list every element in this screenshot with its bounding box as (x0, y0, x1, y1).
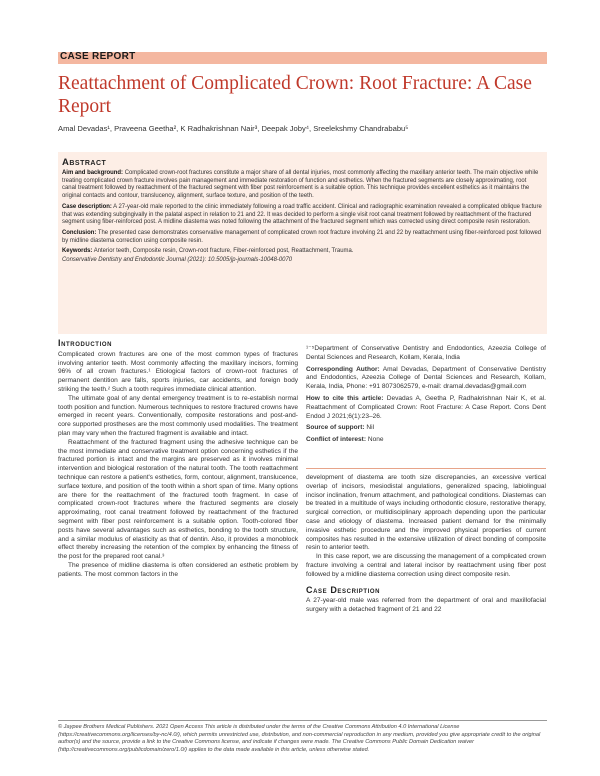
abstract-kw-label: Keywords: (62, 248, 93, 255)
intro-paragraph-1: Complicated crown fractures are one of the most common types of fractures involving anterior teeth. Most commonly affecting the maxillary incisors, forming 96% of all crown fractures.¹ Etiological factors of crown-root fractures of permanent dentition are falls, sports injuries, car accidents, and foreign body striking the teeth.² Such a tooth requires immediate clinical attention. (58, 350, 298, 393)
intro-paragraph-4: The presence of midline diastema is often considered an esthetic problem by patients. The most common factors in the (58, 561, 298, 578)
article-title: Reattachment of Complicated Crown: Root Fracture: A Case Report (58, 73, 532, 117)
case-paragraph-1: A 27-year-old male was referred from the department of oral and maxillofacial surgery with a detached fragment of 21 and 22 (306, 597, 546, 614)
section-band (58, 52, 547, 64)
abstract-keywords (62, 248, 542, 256)
intro-paragraph-3: Reattachment of the fractured fragment using the adhesive technique can be the most immediate and conservative treatment option concerning esthetics if the fractured portion is intact and the margins are preserved as it involves minimal intervention and biological restoration of the natural tooth. The tooth reattachment technique can restore a patient's esthetics, form, contour, alignment, translucence, surface texture, and position of the tooth within a short span of time. Many options are there for the reattachment of the fractured tooth fragment. In case of complicated crown-root fractures where the fractured segments are closely approximating, root canal treatment followed by reattachment of the fractured segment with fiber post reinforcement is a suitable option. Tooth-colored fiber posts have several advantages such as esthetics, bonding to the tooth structure, and a similar modulus of elasticity as that of dentin. Also, it provides a monoblock effect thereby increasing the retention of the complex by enhancing the fitness of the post for the prepared root canal.³ (58, 438, 298, 561)
cite-text: Devadas A, Geetha P, Radhakrishnan Nair K, et al. Reattachment of Complicated Crown: Root Fracture: A Case Report. Cons Dent Endod J 2021;6(1):23–26. (306, 394, 546, 420)
right-column (306, 474, 546, 615)
abstract-box (58, 152, 547, 334)
abstract-bg-label: Aim and background: (62, 170, 124, 176)
abstract-case (62, 204, 542, 227)
author-list: Amal Devadas¹, Praveena Geetha², K Radhakrishnan Nair³, Deepak Joby⁴, Sreelekshmy Chandrababu⁵ (58, 124, 409, 133)
how-to-cite (306, 395, 546, 421)
article-meta (306, 345, 546, 448)
abstract-body (62, 170, 542, 268)
corr-text: Amal Devadas, Department of Conservative Dentistry and Endodontics, Azeezia College of Dental Sciences and Research, Kollam, Kerala, India, Phone: +91 8073062579, e-mail: dramal.devadas@gmail.com (306, 365, 546, 391)
abstract-conc-text: The presented case demonstrates conservative management of complicated crown root fracture involving 21 and 22 by reattachment using fiber-reinforced post followed by midline diastema correction using composite resin. (62, 229, 542, 244)
support-label: Source of support: (306, 424, 365, 432)
license-footer: © Jaypee Brothers Medical Publishers. 2021 Open Access This article is distributed under the terms of the Creative Commons Attribution 4.0 International License (https://creativecommons.org/licenses/by-nc/4.0/), which permits unrestricted use, distribution, and non-commercial reproduction in any medium, provided you give appropriate credit to the original author(s) and the source, provide a link to the Creative Commons license, and indicate if changes were made. The Creative Commons Public Domain Dedication waiver (http://creativecommons.org/publicdomain/zero/1.0/) applies to the data made available in this article, unless otherwise stated. (58, 724, 541, 753)
right-paragraph-2: In this case report, we are discussing the management of a complicated crown fracture involving a central and lateral incisor by reattachment using fiber post followed by a midline diastema correction using direct composite resin. (306, 553, 546, 578)
case-description-heading: Case Description (306, 584, 381, 595)
cite-label: How to cite this article: (306, 394, 384, 402)
footer-divider (58, 720, 547, 721)
abstract-conc-label: Conclusion: (62, 229, 97, 236)
abstract-case-label: Case description: (62, 203, 112, 210)
intro-heading: Introduction (58, 338, 113, 348)
meta-divider (306, 468, 546, 469)
abstract-background (62, 170, 542, 201)
conflict-label: Conflict of interest: (306, 436, 367, 444)
conflict-of-interest (306, 436, 546, 445)
abstract-heading: Abstract (62, 157, 107, 168)
affiliation: ¹⁻⁵Department of Conservative Dentistry and Endodontics, Azeezia College of Dental Sciences and Research, Kollam, Kerala, India (306, 345, 546, 361)
journal-citation (62, 257, 542, 265)
left-column (58, 339, 298, 580)
journal-citation-text: Conservative Dentistry and Endodontic Journal (2021): 10.5005/jp-journals-10048-0070 (62, 257, 293, 264)
article-type-label: CASE REPORT (60, 51, 136, 62)
conflict-text: None (367, 436, 384, 444)
corresponding-author (306, 366, 546, 392)
intro-paragraph-2: The ultimate goal of any dental emergency treatment is to re-establish normal tooth position and function. Numerous techniques to restore fractured crowns have emerged in recent years. Conventionally, composite restorations and post-and-core supported prostheses are the most commonly used modalities. The treatment plan may vary when the fractured fragment is available and intact. (58, 394, 298, 437)
abstract-kw-text: Anterior teeth, Composite resin, Crown-root fracture, Fiber-reinforced post, Reattachment, Trauma. (93, 248, 354, 255)
right-paragraph-1: development of diastema are tooth size discrepancies, an excessive vertical overlap of incisors, mesiodistal angulations, generalized spacing, labiolingual incisor inclination, frenum attachment, and pathological conditions. Diastemas can be treated in a multitude of ways including orthodontic closure, restorative therapy, surgical correction, or multidisciplinary approach depending upon the particular case and etiology of diastema. Increased patient demand for the minimally invasive esthetic procedure and the improved physical properties of current composites has resulted in the extensive utilization of direct bonding of composite resin to anterior teeth. (306, 474, 546, 552)
support-text: Nil (366, 424, 375, 432)
abstract-conclusion (62, 230, 542, 245)
abstract-bg-text: Complicated crown-root fractures constitute a major share of all dental injuries, most commonly affecting the maxillary anterior teeth. The main objective while treating complicated crown fracture involves pain management and immediate restoration of function and esthetics. When the fractured segments are closely approximating, root canal treatment followed by reattachment of the fractured segment with fiber post reinforcement is a suitable option. This technique provides excellent esthetics as it maintains the original contacts and contour, translucency, alignment, surface texture, and position of the teeth. (62, 170, 539, 200)
corr-label: Corresponding Author: (306, 365, 380, 373)
abstract-case-text: A 27-year-old male reported to the clinic immediately following a road traffic accident. Clinical and radiographic examination revealed a complicated oblique fracture that was extending subgingivally in the palatal aspect in relation to 21 and 22. It was decided to perform a single visit root canal treatment followed by reattachment of the fractured segment using fiber-reinforced post. A midline diastema was noted following the attachment of the fractured segment which was corrected using direct composite resin restoration. (62, 203, 542, 226)
source-of-support (306, 424, 546, 433)
